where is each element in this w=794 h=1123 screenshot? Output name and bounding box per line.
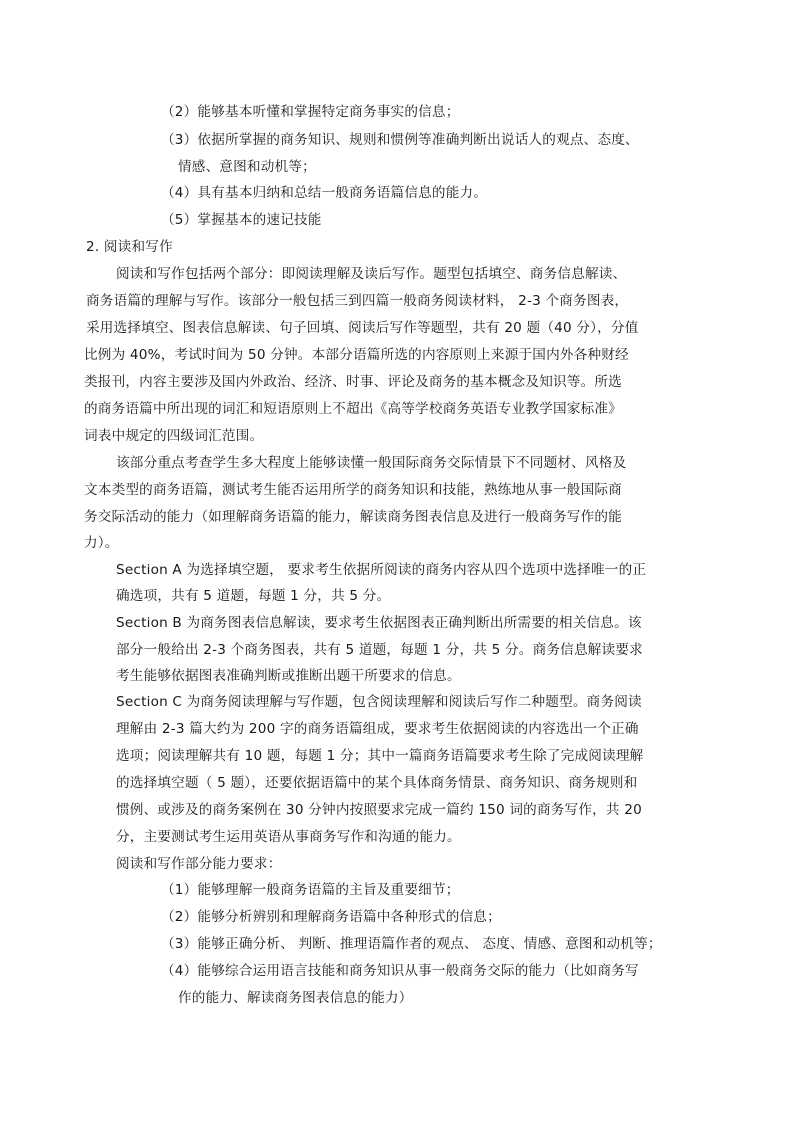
text-line: Section B 为商务图表信息解读，要求考生依据图表正确判断出所需要的相关信息。该: [116, 615, 642, 631]
text-line: 惯例、或涉及的商务案例在 30 分钟内按照要求完成一篇约 150 词的商务写作，共 20: [116, 802, 642, 818]
text-line: 情感、意图和动机等；: [178, 159, 316, 175]
text-line: （4）能够综合运用语言技能和商务知识从事一般商务交际的能力（比如商务写: [161, 963, 639, 979]
text-line: （2）能够基本听懂和掌握特定商务事实的信息；: [161, 104, 460, 120]
text-line: 作的能力、解读商务图表信息的能力）: [178, 990, 413, 1006]
text-line: 该部分重点考查学生多大程度上能够读懂一般国际商务交际情景下不同题材、风格及: [116, 455, 627, 471]
text-line: 类报刊，内容主要涉及国内外政治、经济、时事、评论及商务的基本概念及知识等。所选: [84, 374, 622, 390]
text-line: Section A 为选择填空题， 要求考生依据所阅读的商务内容从四个选项中选择唯一的正: [116, 562, 647, 578]
text-line: 采用选择填空、图表信息解读、句子回填、阅读后写作等题型，共有 20 题（40 分），分值: [86, 320, 639, 336]
text-line: 比例为 40%，考试时间为 50 分钟。本部分语篇所选的内容原则上来源于国内外各种财经: [84, 347, 629, 363]
text-line: 部分一般给出 2-3 个商务图表，共有 5 道题，每题 1 分，共 5 分。商务信息解读要求: [116, 642, 643, 658]
text-line: （5）掌握基本的速记技能: [161, 212, 322, 228]
text-line: 商务语篇的理解与写作。该部分一般包括三到四篇一般商务阅读材料， 2-3 个商务图表，: [86, 293, 629, 309]
text-line: 选项；阅读理解共有 10 题，每题 1 分；其中一篇商务语篇要求考生除了完成阅读理解: [116, 748, 644, 764]
text-line: 力）。: [84, 535, 119, 551]
text-line: 考生能够依据图表准确判断或推断出题干所要求的信息。: [116, 668, 461, 684]
text-line: 的商务语篇中所出现的词汇和短语原则上不超出《高等学校商务英语专业教学国家标准》: [84, 401, 622, 417]
text-line: 理解由 2-3 篇大约为 200 字的商务语篇组成，要求考生依据阅读的内容选出一个正确: [116, 721, 639, 737]
text-line: 文本类型的商务语篇，测试考生能否运用所学的商务知识和技能，熟练地从事一般国际商: [84, 482, 622, 498]
text-line: 务交际活动的能力（如理解商务语篇的能力，解读商务图表信息及进行一般商务写作的能: [84, 509, 622, 525]
text-line: （3）能够正确分析、 判断、推理语篇作者的观点、 态度、情感、意图和动机等；: [161, 936, 662, 952]
text-line: 阅读和写作包括两个部分：即阅读理解及读后写作。题型包括填空、商务信息解读、: [116, 266, 627, 282]
text-line: （2）能够分析辨别和理解商务语篇中各种形式的信息；: [161, 909, 501, 925]
text-line: Section C 为商务阅读理解与写作题，包含阅读理解和阅读后写作二种题型。商务阅读: [116, 694, 642, 710]
text-line: 的选择填空题（ 5 题），还要依据语篇中的某个具体商务情景、商务知识、商务规则和: [116, 775, 638, 791]
section-heading: 2. 阅读和写作: [86, 239, 173, 255]
text-line: 分，主要测试考生运用英语从事商务写作和沟通的能力。: [116, 829, 461, 845]
text-line: （1）能够理解一般商务语篇的主旨及重要细节；: [161, 882, 460, 898]
text-line: （3）依据所掌握的商务知识、规则和惯例等准确判断出说话人的观点、态度、: [161, 132, 639, 148]
text-line: 词表中规定的四级词汇范围。: [84, 428, 264, 444]
text-line: （4）具有基本归纳和总结一般商务语篇信息的能力。: [161, 185, 488, 201]
text-line: 确选项，共有 5 道题，每题 1 分，共 5 分。: [116, 588, 391, 604]
text-line: 阅读和写作部分能力要求：: [116, 856, 282, 872]
